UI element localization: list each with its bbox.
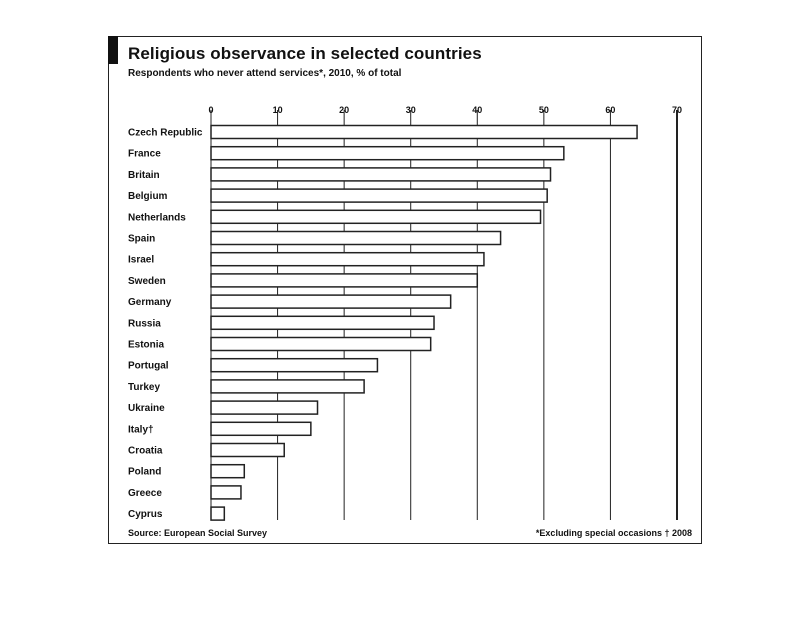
category-label: Cyprus (128, 509, 163, 521)
category-label: Greece (128, 487, 162, 499)
bar (211, 295, 451, 308)
x-tick-label: 30 (405, 105, 416, 115)
category-label: Italy† (128, 424, 154, 436)
x-tick-label: 20 (339, 105, 350, 115)
bar (211, 126, 637, 139)
x-tick-label: 50 (538, 105, 549, 115)
x-tick-label: 40 (472, 105, 483, 115)
bar (211, 147, 564, 160)
bar (211, 486, 241, 499)
category-label: Turkey (128, 381, 161, 393)
x-tick-label: 60 (605, 105, 616, 115)
bar (211, 316, 434, 329)
bar (211, 168, 551, 181)
bar (211, 444, 284, 457)
chart-subtitle: Respondents who never attend services*, 2010, % of total (128, 68, 402, 79)
category-label: Israel (128, 254, 155, 266)
category-label: Ukraine (128, 403, 165, 415)
x-tick-label: 0 (208, 105, 214, 115)
bar (211, 380, 364, 393)
category-label: Portugal (128, 360, 169, 372)
footnote: *Excluding special occasions † 2008 (535, 528, 692, 538)
bar (211, 507, 224, 520)
category-label: Croatia (128, 445, 163, 457)
bar (211, 465, 244, 478)
chart-title: Religious observance in selected countries (128, 44, 482, 63)
category-label: Sweden (128, 275, 166, 287)
bar (211, 210, 541, 223)
bar (211, 274, 477, 287)
bar (211, 232, 501, 245)
bar (211, 338, 431, 351)
category-label: Spain (128, 233, 156, 245)
category-label: Poland (128, 466, 162, 478)
category-label: Britain (128, 169, 160, 181)
category-label: Germany (128, 297, 172, 309)
category-label: Netherlands (128, 212, 186, 224)
category-label: Belgium (128, 191, 168, 203)
x-tick-label: 10 (272, 105, 283, 115)
category-label: Russia (128, 318, 161, 330)
bar (211, 359, 377, 372)
category-label: France (128, 148, 161, 160)
source-note: Source: European Social Survey (128, 528, 268, 538)
x-tick-label: 70 (671, 105, 683, 115)
category-label: Estonia (128, 339, 165, 351)
bar (211, 189, 547, 202)
bar (211, 422, 311, 435)
bar (211, 253, 484, 266)
bar (211, 401, 318, 414)
category-label: Czech Republic (128, 127, 203, 139)
